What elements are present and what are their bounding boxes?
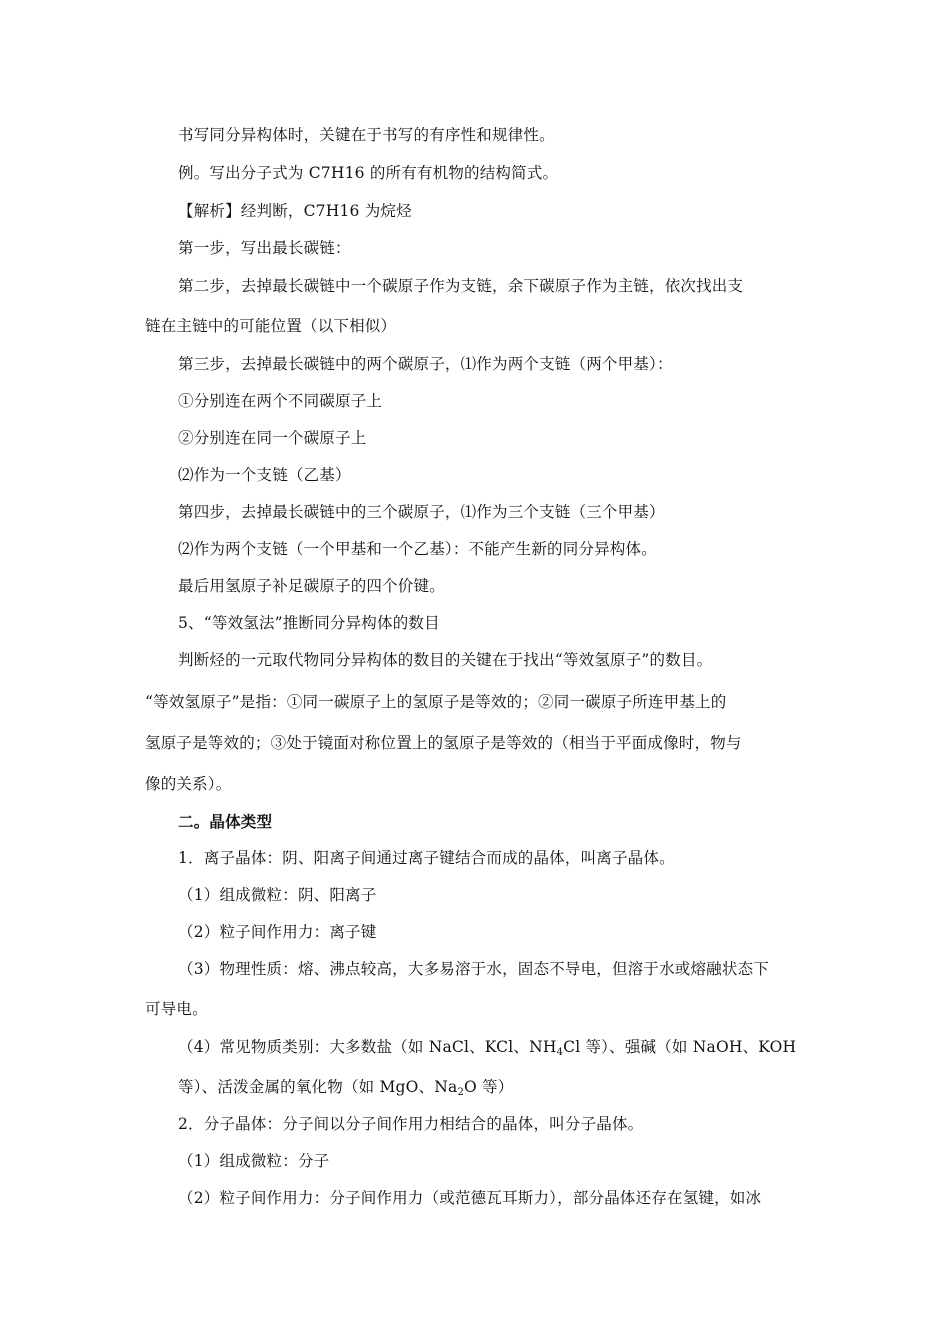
paragraph-line: （2）粒子间作用力：离子键 [178,923,377,941]
paragraph-line: （2）粒子间作用力：分子间作用力（或范德瓦耳斯力），部分晶体还存在氢键，如冰 [178,1189,762,1207]
paragraph-line: （1）组成微粒：阴、阳离子 [178,886,377,904]
text-run: Cl 等）、强碱（如 NaOH、KOH [563,1038,797,1056]
text-run: O 等） [464,1078,514,1096]
paragraph-line: （1）组成微粒：分子 [178,1152,330,1170]
paragraph-line: ②分别连在同一个碳原子上 [178,429,367,447]
paragraph-line: （3）物理性质：熔、沸点较高，大多易溶于水，固态不导电，但溶于水或熔融状态下 [178,960,769,978]
subscript: 4 [556,1047,564,1058]
text-run: （4）常见物质类别：大多数盐（如 NaCl、KCl、NH [178,1038,557,1056]
paragraph-line: 氢原子是等效的；③处于镜面对称位置上的氢原子是等效的（相当于平面成像时，物与 [145,734,742,752]
paragraph-line: 判断烃的一元取代物同分异构体的数目的关键在于找出“等效氢原子”的数目。 [178,651,713,669]
section-heading: 二。晶体类型 [178,812,273,831]
paragraph-line: 第一步，写出最长碳链： [178,239,351,257]
paragraph-line: 像的关系）。 [145,775,232,793]
paragraph-line: 最后用氢原子补足碳原子的四个价键。 [178,577,445,595]
section-heading: 5、“等效氢法”推断同分异构体的数目 [178,614,440,632]
paragraph-line: 【解析】经判断，C7H16 为烷烃 [178,202,412,220]
paragraph-line: 第二步，去掉最长碳链中一个碳原子作为支链，余下碳原子作为主链，依次找出支 [178,277,744,295]
paragraph-line: ⑵作为两个支链（一个甲基和一个乙基）：不能产生新的同分异构体。 [178,540,657,558]
paragraph-line [178,1077,513,1097]
paragraph-line: 2．分子晶体：分子间以分子间作用力相结合的晶体，叫分子晶体。 [178,1115,644,1133]
paragraph-line: ①分别连在两个不同碳原子上 [178,392,383,410]
paragraph-line: ⑵作为一个支链（乙基） [178,466,351,484]
subscript: 2 [457,1087,465,1098]
paragraph-line: 可导电。 [145,1000,208,1018]
paragraph-line [178,1037,796,1057]
paragraph-line: 第四步，去掉最长碳链中的三个碳原子，⑴作为三个支链（三个甲基） [178,503,665,521]
paragraph-line: 链在主链中的可能位置（以下相似） [145,317,397,335]
paragraph-line: 第三步，去掉最长碳链中的两个碳原子，⑴作为两个支链（两个甲基）： [178,355,673,373]
text-run: 等）、活泼金属的氧化物（如 MgO、Na [178,1078,458,1096]
paragraph-line: 例。写出分子式为 C7H16 的所有有机物的结构简式。 [178,164,559,182]
paragraph-line: “等效氢原子”是指：①同一碳原子上的氢原子是等效的；②同一碳原子所连甲基上的 [145,693,727,711]
paragraph-line: 书写同分异构体时，关键在于书写的有序性和规律性。 [178,126,555,144]
paragraph-line: 1．离子晶体：阴、阳离子间通过离子键结合而成的晶体，叫离子晶体。 [178,849,675,867]
